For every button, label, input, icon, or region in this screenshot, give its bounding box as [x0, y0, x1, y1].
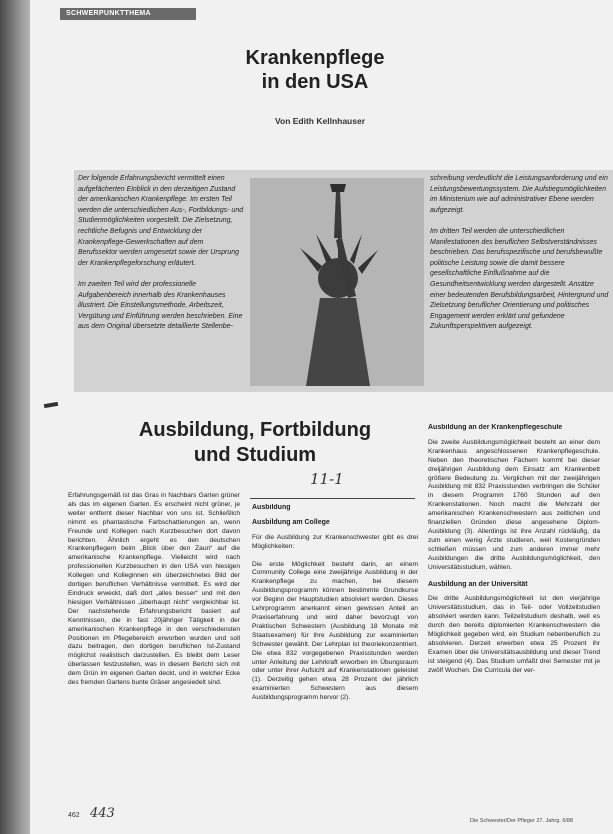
column-3-text-2: Die dritte Ausbildungsmöglichkeit ist den vierjährige Universitätsstudium, das in Teil- oder Vollzeitstudien absolviert werden kann. Teilzeitstudium deshalb, weil es durch den bereits diplomierten Krankenschwestern die Möglichkeit gegeben wird, ein Studium nebenberuflich zu absolvieren. Derzeit erwerben etwa 25 Prozent ihr Examen über die Universitätsausbildung und dieser Trend ist steigend (4). Das Studium umfaßt drei Semester mit je zwölf Wochen. Die Curricula der ver- [428, 595, 600, 674]
statue-of-liberty-photo [250, 178, 424, 386]
headline-line-1: Ausbildung, Fortbildung [138, 419, 372, 441]
column-divider-rule [250, 498, 415, 499]
statue-illustration [250, 178, 424, 386]
headline-line-2: und Studium [193, 444, 317, 466]
column-2 [252, 504, 418, 810]
title-line-2: in den USA [261, 71, 369, 93]
intro-text-left: Der folgende Erfahrungsbericht vermittelt einen aufgefächerten Einblick in den derzeitigen Zustand der amerikanischen Krankenpflege. Im ersten Teil werden die unterschiedlichen Aus-, Fortbildungs- und Studienmöglichkeiten vorgestellt. Die Zielsetzung, rechtliche Befugnis und Entwicklung der Krankenpflege-Gewerkschaften auf dem Berufssektor werden umgesetzt sowie der Ursprung der Krankenpflegeforschung erläutert. Im zweiten Teil wird der professionelle Aufgabenbereich innerhalb des Krankenhauses illustriert. Die Einstellungsmethode, Arbeitszeit, Vergütung und Einführung werden beschrieben. Eine aus dem Original übersetzte detaillierte Stellenbe- [78, 175, 244, 331]
page-number: 462 [68, 812, 80, 819]
column-3 [428, 424, 600, 812]
article-headline [100, 418, 410, 468]
intro-text-right: schreibung verdeutlicht die Leistungsanforderung und ein Leistungsbewertungssystem. Die Aufstiegsmöglichkeiten im Ministerium wie auf administrativer Ebene werden aufgezeigt. Im dritten Teil werden die unterschiedlichen Manifestationen des beruflichen Selbstverständnisses beschrieben. Das berufsspezifische und berufsbewußte politische Leistung sowie die damit bessere gesellschaftliche Einflußnahme auf die Gesundheitsentwicklung werden dargestellt. Ansätze einer bedeutenden Berufsbildungsarbeit, Hintergrund und Zielsetzung beruflicher Orientierung und politisches Engagement werden erklärt und gefundene Zukunftsperspektiven aufgezeigt. [430, 175, 609, 331]
title-line-1: Krankenpflege [245, 47, 385, 69]
column-2-heading-1: Ausbildung [252, 504, 291, 511]
column-3-text-1: Die zweite Ausbildungsmöglichkeit besteht an einer dem Krankenhaus angeschlossenen Krankenpflegeschule. Neben den theoretischen Fächern kommt bei dieser dreijährigen Ausbildung dem Einsatz am Krankenbett größere Bedeutung zu. Verglichen mit der zweijährigen Ausbildung mit 832 Praxisstunden verbringen die Schüler in diesem Programm 1760 Stunden auf den Krankenstationen. Noch macht die Mehrzahl der amerikanischen Krankenschwestern aus zeitlichen und finanziellen Gründen diese angesehene Diplom-Ausbildung (3). Allerdings ist ihre Anzahl rückläufig, da zum einen wenig Ärzte studieren, weil Kostengründen schließen müssen und zum anderen immer mehr Ausbildungen die dritte Ausbildungsmöglichkeit, den Universitätsstudium, wählen. [428, 438, 600, 571]
journal-footer: Die Schwester/Der Pfleger 27. Jahrg. 6/88 [470, 818, 574, 824]
column-3-heading-2: Ausbildung an der Universität [428, 580, 528, 588]
handwritten-signature: 443 [90, 806, 115, 821]
author-byline: Von Edith Kellnhauser [274, 116, 366, 126]
page-title [200, 46, 430, 94]
column-2-text: Für die Ausbildung zur Krankenschwester gibt es drei Möglichkeiten: Die erste Möglichkeit besteht darin, an einem Community College eine zweijährige Ausbildung in der Krankenpflege zu machen, bei diesem Ausbildungsprogramm können bestimmte Grundkurse vor Beginn der Hauptstudien absolviert werden. Dieses Lehrprogramm anerkannt einen gewissen Anteil an Praxiserfahrung und wird daher bevorzugt von Praktischen Schwestern (Ausbildung 18 Monate mit Staatsexamen) für ihre Ausbildung zur examinierten Schwester gewählt. Der Lehrplan ist theoriekonzentriert. Die etwa 832 vorgegebenen Praxisstunden werden unter Anleitung der Lehrkraft erworben im Übungsraum oder unter ihrer Aufsicht auf Krankenstationen geleistet (1). Derzeitig gehen etwa 28 Prozent der jährlich examinierten Schwestern aus diesem Ausbildungsprogramm hervor (2). [252, 533, 418, 702]
handwritten-note: 11-1 [310, 470, 344, 488]
column-1-text: Erfahrungsgemäß ist das Gras in Nachbars Garten grüner als das im eigenen Garten. Es erscheint nicht grüner, je weiter entfernt dieser Nachbar von uns ist. Schließlich nimmt es phantastische Farbschattierungen an, wenn Freunde und Kollegen nach Kurzbesuchen dort davon berichten. Ähnlich ergeht es den deutschen Krankenpflegern beim „Blick über den Zaun“ auf die amerikanische Krankenpflege. Vielleicht wird nach professionellen Kurzbesuchen in den USA von hiesigen Kollegen und Kolleginnen ein überzeichnetes Bild der dortigen beruflichen Verhältnisse vermittelt. Es wird der Eindruck erweckt, daß dort „alles besser“ und mit den hiesigen Verhältnissen „überhaupt nicht“ vergleichbar ist. Der nachstehende Erfahrungsbericht basiert auf Kenntnissen, die in fast 20jähriger Tätigkeit in der amerikanischen Krankenpflege in den verschiedensten Positionen im Pflegebereich erworben wurden und soll dazu beitragen, den dortigen beruflichen Ist-Zustand möglichst realistisch darzustellen. Es bleibt dem Leser überlassen festzustellen, was in diesem Bericht sich mit dem Grün im eigenen Garten deckt, und in welcher Ecke des fremden Gartens bunte Gräser angesiedelt sind. [68, 492, 240, 687]
column-2-heading-2: Ausbildung am College [252, 518, 330, 526]
section-rubric: SCHWERPUNKTTHEMA [60, 8, 196, 20]
column-3-heading-1: Ausbildung an der Krankenpflegeschule [428, 424, 563, 431]
